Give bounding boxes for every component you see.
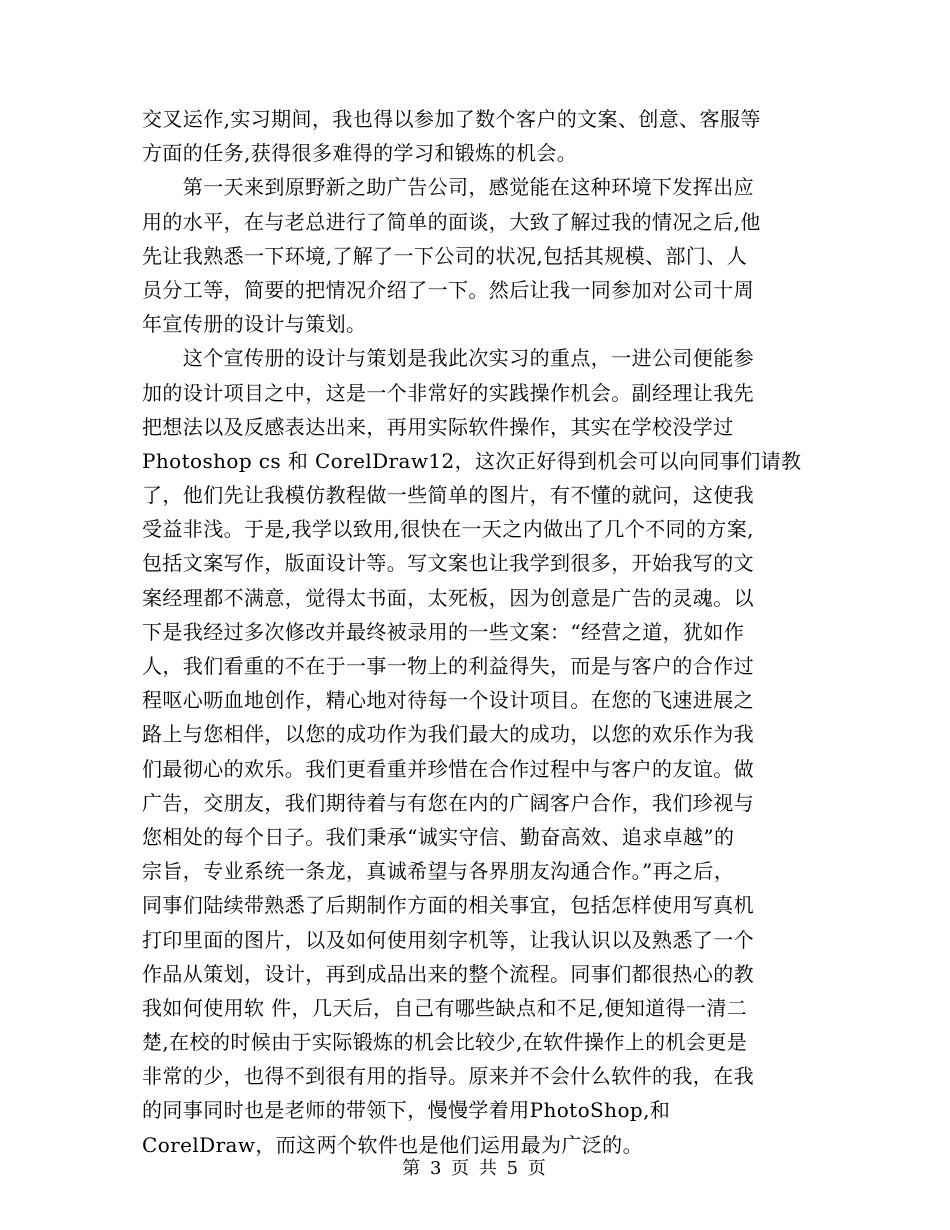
text-line: 非常的少，也得不到很有用的指导。原来并不会什么软件的我，在我 <box>142 1064 754 1089</box>
text-line: 员分工等，简要的把情况介绍了一下。然后让我一同参加对公司十周 <box>142 277 754 302</box>
body-text <box>142 102 802 1162</box>
text-line: 宗旨，专业系统一条龙，真诚希望与各界朋友沟通合作。”再之后， <box>142 859 735 884</box>
text-line: 把想法以及反感表达出来，再用实际软件操作，其实在学校没学过 <box>142 414 734 439</box>
text-line: 的同事同时也是老师的带领下，慢慢学着用PhotoShop,和 <box>142 1098 671 1123</box>
text-line: 们最彻心的欢乐。我们更看重并珍惜在合作过程中与客户的友谊。做 <box>142 756 754 781</box>
text-line: 路上与您相伴，以您的成功作为我们最大的成功，以您的欢乐作为我 <box>142 722 754 747</box>
text-line: 用的水平，在与老总进行了简单的面谈，大致了解过我的情况之后,他 <box>142 209 761 234</box>
text-line: 打印里面的图片，以及如何使用刻字机等，让我认识以及熟悉了一个 <box>142 927 754 952</box>
text-line: Photoshop cs 和 CorelDraw12，这次正好得到机会可以向同事们请教 <box>142 448 802 473</box>
text-line: 交叉运作,实习期间，我也得以参加了数个客户的文案、创意、客服等 <box>142 107 761 131</box>
text-line: 第一天来到原野新之助广告公司，感觉能在这种环境下发挥出应 <box>142 175 754 200</box>
text-line: 我如何使用软 件，几天后，自己有哪些缺点和不足,便知道得一清二 <box>142 995 748 1020</box>
text-line: 楚,在校的时候由于实际锻炼的机会比较少,在软件操作上的机会更是 <box>142 1030 748 1055</box>
page-footer <box>0 1154 950 1180</box>
text-line: 人，我们看重的不在于一事一物上的利益得失，而是与客户的合作过 <box>142 654 754 678</box>
text-line: 方面的任务,获得很多难得的学习和锻炼的机会。 <box>142 141 578 166</box>
text-line: 这个宣传册的设计与策划是我此次实习的重点，一进公司便能参 <box>142 346 754 371</box>
text-line: 同事们陆续带熟悉了后期制作方面的相关事宜，包括怎样使用写真机 <box>142 893 754 918</box>
text-line: 加的设计项目之中，这是一个非常好的实践操作机会。副经理让我先 <box>142 380 754 405</box>
text-line: 您相处的每个日子。我们秉承“诚实守信、勤奋高效、追求卓越”的 <box>142 824 735 849</box>
text-line: 下是我经过多次修改并最终被录用的一些文案：“经营之道，犹如作 <box>142 619 745 644</box>
text-line: 年宣传册的设计与策划。 <box>142 312 367 337</box>
text-line: CorelDraw，而这两个软件也是他们运用最为广泛的。 <box>142 1132 643 1157</box>
text-line: 广告，交朋友，我们期待着与有您在内的广阔客户合作，我们珍视与 <box>142 790 754 815</box>
text-line: 受益非浅。于是,我学以致用,很快在一天之内做出了几个不同的方案, <box>142 517 754 542</box>
text-line: 包括文案写作，版面设计等。写文案也让我学到很多，开始我写的文 <box>142 551 754 576</box>
text-line: 程呕心呖血地创作，精心地对待每一个设计项目。在您的飞速进展之 <box>142 688 754 713</box>
text-line: 案经理都不满意，觉得太书面，太死板，因为创意是广告的灵魂。以 <box>142 585 754 610</box>
text-line: 了，他们先让我模仿教程做一些简单的图片，有不懂的就问，这使我 <box>142 483 754 508</box>
text-line: 先让我熟悉一下环境,了解了一下公司的状况,包括其规模、部门、人 <box>142 243 748 268</box>
text-line: 作品从策划，设计，再到成品出来的整个流程。同事们都很热心的教 <box>142 961 754 986</box>
page-number-label: 第 3 页 共 5 页 <box>402 1158 548 1179</box>
